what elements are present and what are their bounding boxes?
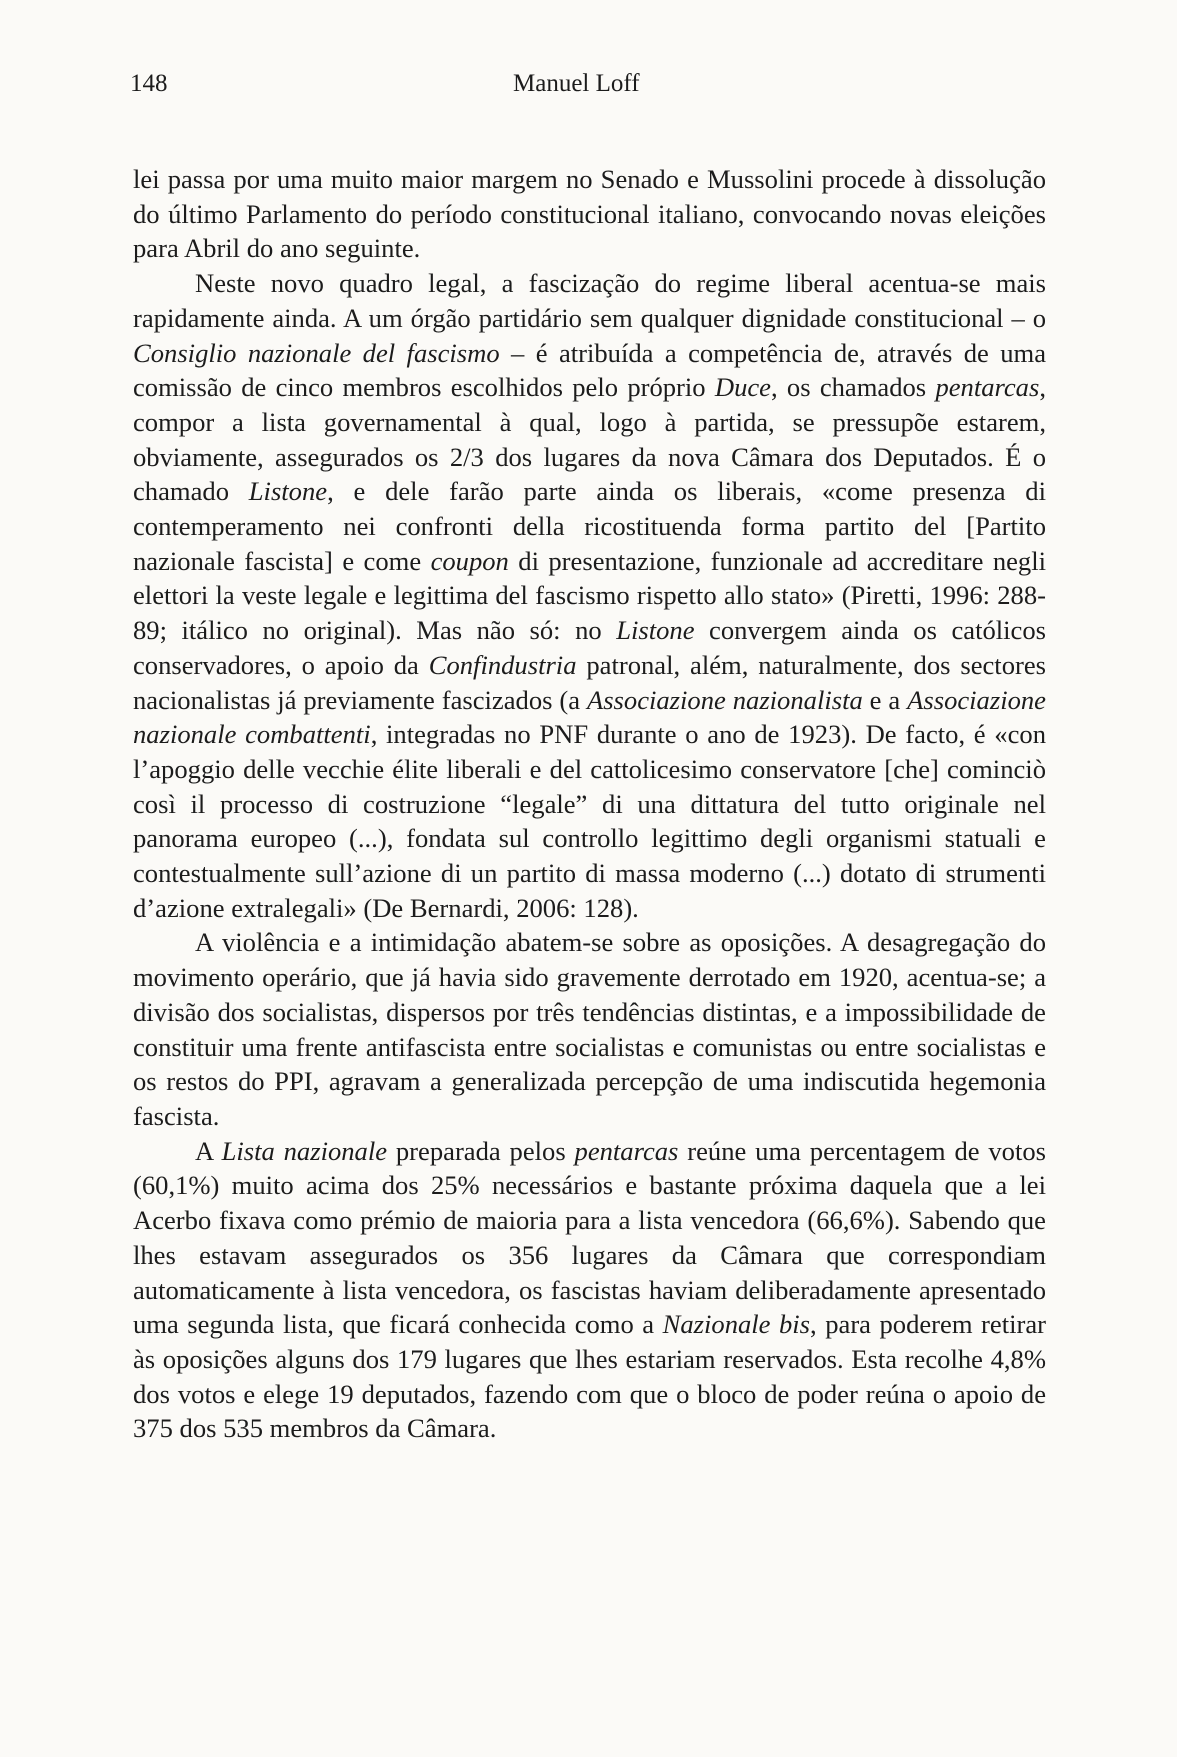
italic-text-run: Associazione nazionale combattenti [133,684,1046,750]
text-run: lei passa por uma muito maior margem no Senado e Mussolini procede à dissolução do último Parlamento do período constitucional italiano, convocando novas eleições para Abril do ano seguinte. [133,164,1046,264]
italic-text-run: Consiglio nazionale del fascismo [133,337,500,368]
text-run: di presentazione, funzionale ad accreditare negli elettori la veste legale e legittima del fascismo rispetto allo stato» (Piretti, 1996: 288-89; itálico no original). Mas não só: no [133,545,1047,646]
text-run: – é atribuída a competência de, através de uma comissão de cinco membros escolhidos pelo próprio [133,337,1046,403]
running-head [130,70,1048,106]
paragraph [133,266,1046,925]
text-run: , compor a lista governamental à qual, logo à partida, se pressupõe estarem, obviamente, assegurados os 2/3 dos lugares da nova Câmara dos Deputados. É o chamado [133,372,1046,507]
text-run: A [195,1135,222,1166]
paragraph [133,925,1046,1133]
italic-text-run: Listone [616,615,695,646]
italic-text-run: Nazionale bis [662,1309,811,1340]
text-run: convergem ainda os católicos conservadores, o apoio da [133,615,1046,680]
text-run: , e dele farão parte ainda os liberais, «come presenza di contemperamento nei confronti della ricostituenda forma partito del [Partito nazionale fascista] e come [133,476,1046,576]
paragraph [133,162,1046,266]
text-run: patronal, além, naturalmente, dos sectores nacionalistas já previamente fascizados (a [133,649,1046,715]
text-run: reúne uma percentagem de votos (60,1%) muito acima dos 25% necessários e bastante próxima daquela que a lei Acerbo fixava como prémio de maioria para a lista vencedora (66,6%). Sabendo que lhes estavam assegurados os 356 lugares da Câmara que correspondiam automaticamente à lista vencedora, os fascistas haviam deliberadamente apresentado uma segunda lista, que ficará conhecida como a [133,1135,1047,1340]
text-run: A violência e a intimidação abatem-se sobre as oposições. A desagregação do movimento operário, que já havia sido gravemente derrotado em 1920, acentua-se; a divisão dos socialistas, dispersos por três tendências distintas, e a impossibilidade de constituir uma frente antifascista entre socialistas e comunistas ou entre socialistas e os restos do PPI, agravam a generalizada percepção de uma indiscutida hegemonia fascista. [133,927,1046,1131]
italic-text-run: pentarcas [574,1135,679,1166]
text-run: , os chamados [770,372,936,403]
italic-text-run: Listone [248,476,328,507]
italic-text-run: Confindustria [428,649,577,680]
text-run: e a [862,684,908,715]
text-run: , integradas no PNF durante o ano de 1923). De facto, é «con l’apoggio delle vecchie élite liberali e del cattolicesimo conservatore [che] cominciò così il processo di costruzione “legale” di una dittatura del tutto originale nel panorama europeo (...), fondata sul controllo legittimo degli organismi statuali e contestualmente sull’azione di un partito di massa moderno (...) dotato di strumenti d’azione extralegali» (De Bernardi, 2006: 128). [133,719,1047,923]
italic-text-run: coupon [430,545,509,576]
body-text [133,162,1046,1446]
text-run: Neste novo quadro legal, a fascização do regime liberal acentua-se mais rapidamente ainda. A um órgão partidário sem qualquer dignidade constitucional – o [133,268,1046,333]
page-number: 148 [130,70,168,97]
italic-text-run: Lista nazionale [221,1135,388,1166]
italic-text-run: Duce [714,372,771,403]
text-run: , para poderem retirar às oposições alguns dos 179 lugares que lhes estariam reservados. Esta recolhe 4,8% dos votos e elege 19 deputados, fazendo com que o bloco de poder reúna o apoio de 375 dos 535 membros da Câmara. [133,1309,1046,1444]
running-title: Manuel Loff [513,70,640,97]
italic-text-run: pentarcas [935,372,1040,403]
text-run: preparada pelos [387,1135,575,1166]
italic-text-run: Associazione nazionalista [586,684,863,715]
paragraph [133,1134,1046,1446]
